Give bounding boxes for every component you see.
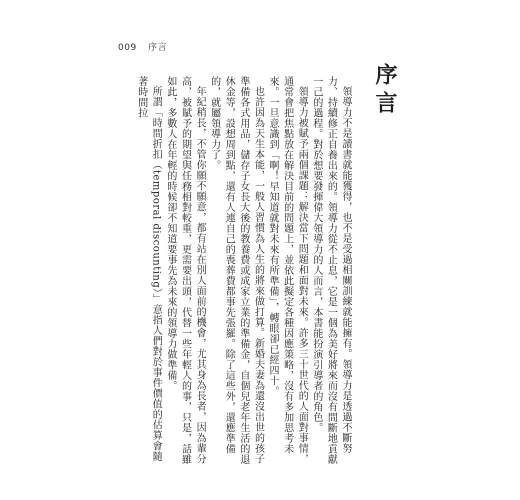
paragraph: 領導力被賦予兩個課題：解決當下問題和面對未來。許多三十世代的人面對事情，通常會把焦點放在解決目前的問題上，並依此擬定各種因應策略，沒有多加思考未來。一旦意識到「啊！早知道就對未來有所準備」，轉眼卻已經四十。 (267, 76, 308, 464)
paragraph: 領導力不是讀書就能獲得，也不是受過相關訓練就能擁有。領導力是透過不斷努力、持續修正自養出來的。領導力從不止息，它是一個為美好將來而沒有間斷地貢獻一己的過程。對於想要發揮偉大領導力的人而言，本書能扮演引導者的角色。 (310, 76, 351, 465)
paragraph: 所謂「時間折扣（temporal discounting）」意指人們對於事件價值的估算會隨著時間拉 (135, 76, 162, 462)
page-number: 009 (118, 43, 137, 53)
body-text (112, 76, 352, 466)
running-header (118, 40, 167, 53)
paragraph: 也許因為天生本能，一般人習慣為人生的將來做打算。新婚夫妻為還沒出世的孩子準備各式用品，儲存子女長大後的教養費或成家立業的準備金，自個兒老年生活的退休金等，設想周到點，還有人連自己的喪葬費都事先張羅。除了這些外，還應準備的，就屬領導力了。 (208, 76, 264, 465)
running-header-section: 序言 (148, 43, 168, 53)
paragraph: 年紀稍長，不管你願不願意，都有站在別人面前的機會，尤其身為長者，因為輩分高，被賦予的期望與任務相對較重，更需要出頭，代替一些年輕人的事，只是，話雖如此，多數人在年輕的時候卻不知道要事先為未來的領導力做準備。 (164, 76, 206, 465)
chapter-title: 序言 (372, 63, 397, 119)
